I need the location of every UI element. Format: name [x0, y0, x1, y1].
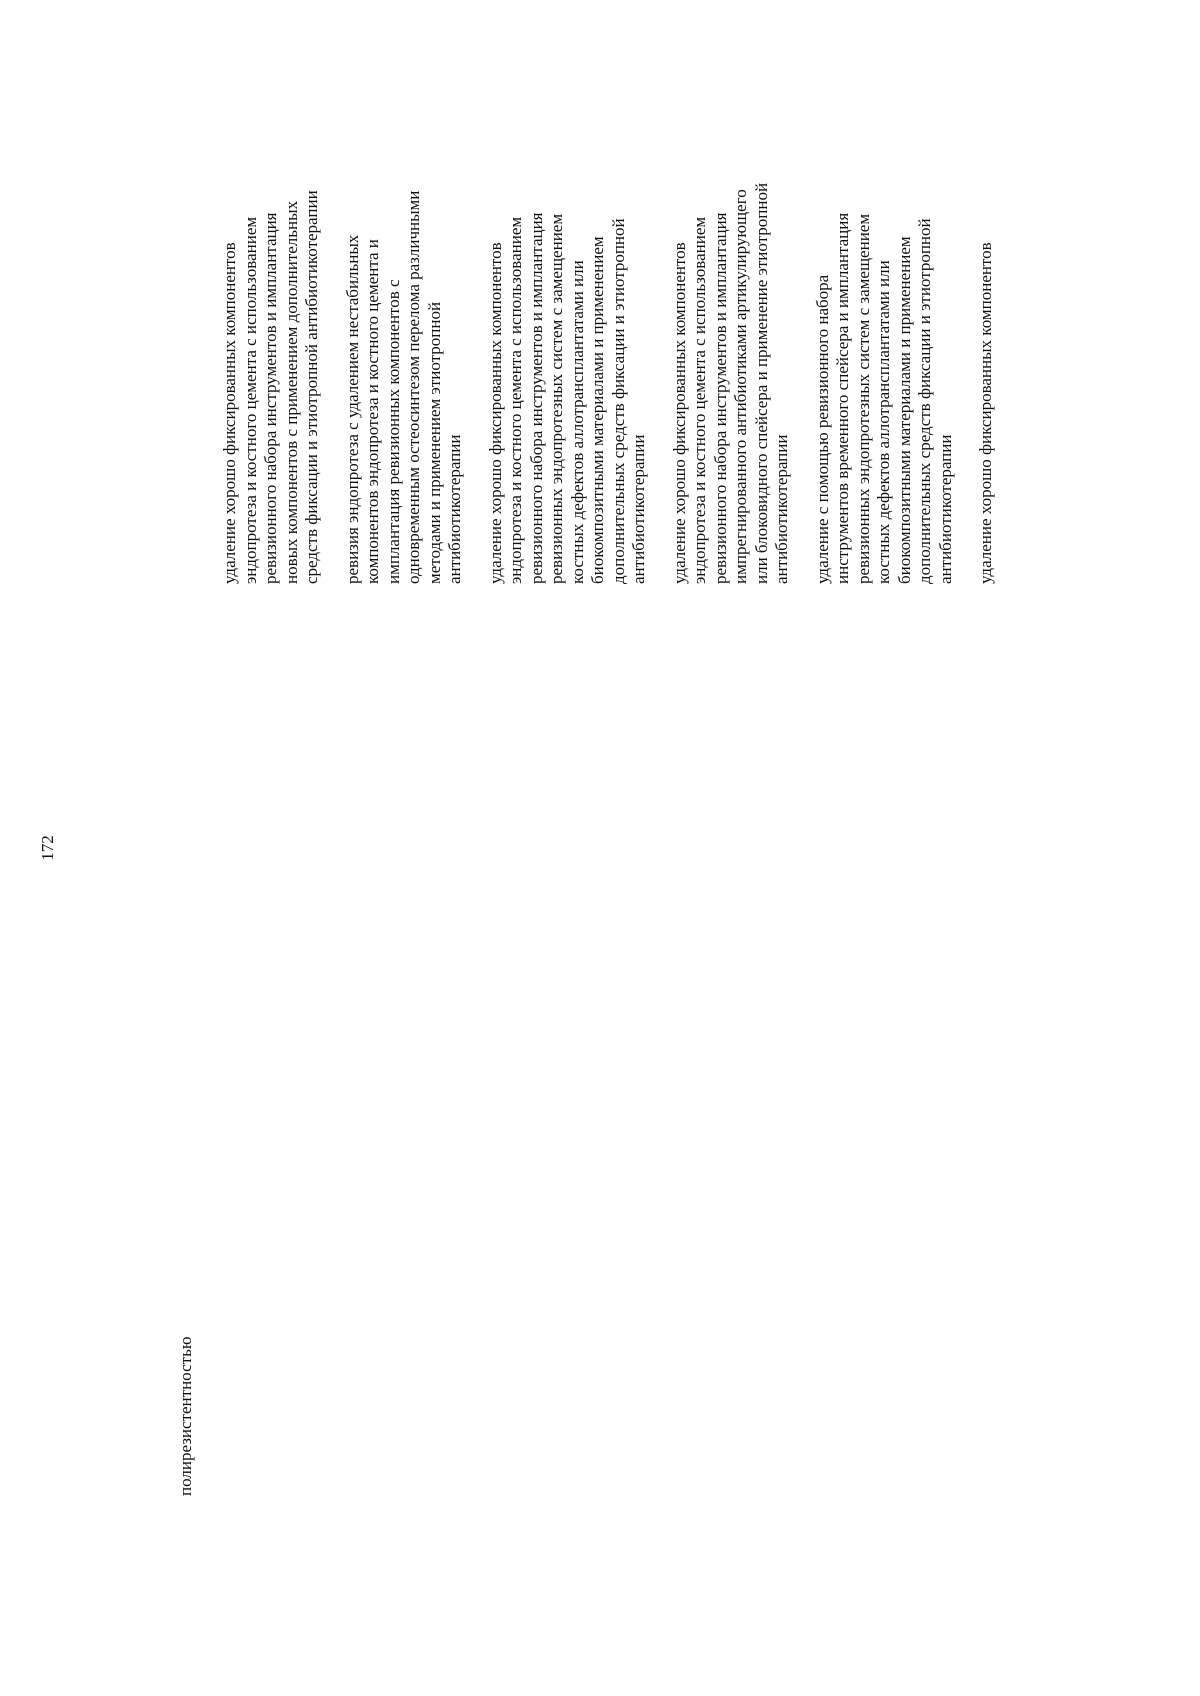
text-line: ревизионного набора инструментов и имплантация [526, 212, 546, 584]
text-line: биокомпозитными материалами и применением [588, 236, 607, 584]
text-line: ревизия эндопротеза с удалением нестабильных [342, 234, 362, 584]
text-line: компонентов эндопротеза и костного цемента и [363, 239, 382, 584]
text-block-1 [220, 24, 323, 584]
text-line: антибиотикотерапии [772, 434, 791, 584]
text-line: антибиотикотерапии [445, 434, 464, 584]
text-line: удаление с помощью ревизионного набора [812, 274, 832, 584]
text-line: инструментов временного спейсера и имплантация [833, 212, 852, 584]
text-block-2 [343, 24, 466, 584]
text-line: дополнительных средств фиксации и этиотропной [608, 218, 628, 584]
text-line: импрегнированного антибиотиками артикулирующего [731, 189, 750, 584]
text-line: эндопротеза и костного цемента с использованием [690, 216, 709, 584]
text-line: антибиотикотерапии [629, 434, 648, 584]
text-line: костных дефектов аллотрансплантатами или [874, 260, 893, 584]
text-line: новых компонентов с применением дополнительных [281, 200, 301, 584]
left-column-text: полирезистентностью [176, 1336, 195, 1496]
text-line: одновременным остеосинтезом перелома различными [404, 190, 423, 584]
text-line: удаление хорошо фиксированных компонентов [485, 242, 505, 584]
text-line: средств фиксации и этиотропной антибиотикотерапии [302, 190, 321, 584]
text-line: имплантация ревизионных компонентов с [383, 279, 403, 584]
text-block-4 [670, 24, 793, 584]
text-line: ревизионных эндопротезных систем с замещением [853, 213, 873, 584]
text-line: эндопротеза и костного цемента с использованием [240, 216, 260, 584]
text-line: или блоковидного спейсера и применение этиотропной [751, 182, 771, 584]
right-column [220, 24, 1017, 584]
text-block-5 [813, 24, 957, 584]
text-line: удаление хорошо фиксированных компонентов [669, 242, 689, 584]
text-line: биокомпозитными материалами и применением [894, 236, 914, 584]
text-line: ревизионного набора инструментов и имплантация [710, 212, 730, 584]
text-line: удаление хорошо фиксированных компонентов [976, 242, 995, 584]
text-line: дополнительных средств фиксации и этиотропной [915, 218, 934, 584]
text-block-6 [976, 24, 997, 584]
text-line: удаление хорошо фиксированных компонентов [220, 242, 239, 584]
text-line: эндопротеза и костного цемента с использованием [506, 216, 525, 584]
page-number: 172 [38, 835, 57, 861]
text-line: ревизионного набора инструментов и имплантация [261, 212, 280, 584]
text-line: антибиотикотерапии [935, 434, 955, 584]
text-block-3 [486, 24, 650, 584]
text-line: костных дефектов аллотрансплантатами или [567, 260, 587, 584]
text-line: ревизионных эндопротезных систем с замещением [547, 213, 566, 584]
text-line: методами и применением этиотропной [424, 301, 444, 584]
